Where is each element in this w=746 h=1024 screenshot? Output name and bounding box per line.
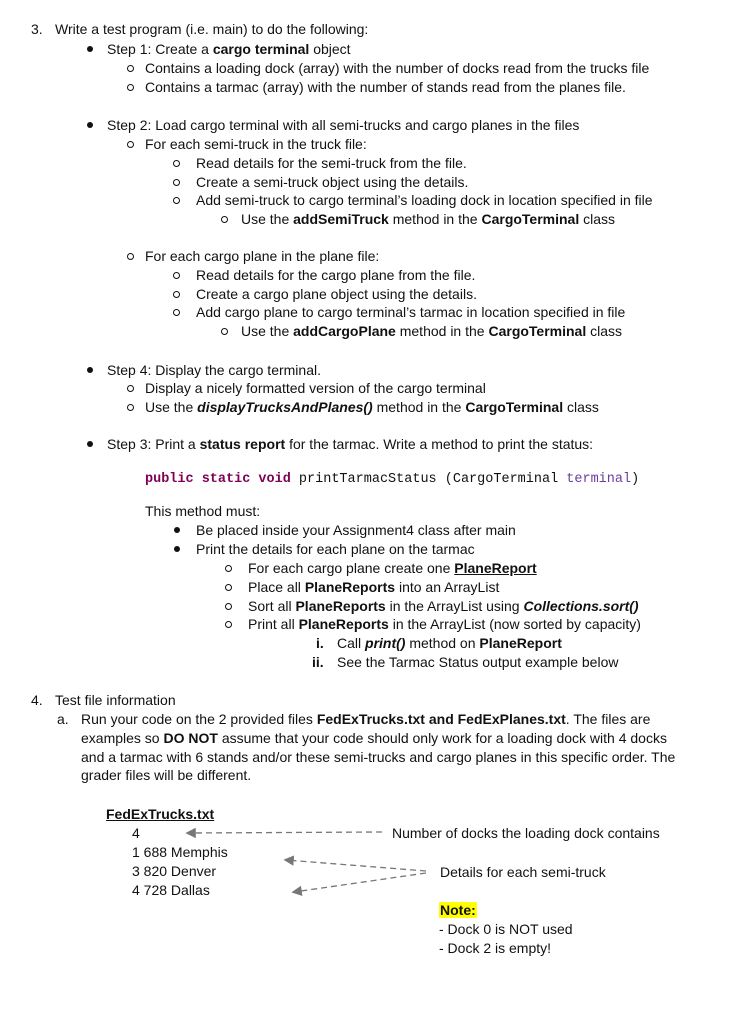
step-3: Step 3: Print a status report for the tarmac. Write a method to print the status: bbox=[107, 436, 594, 452]
note-dock-2: - Dock 2 is empty! bbox=[439, 940, 552, 956]
step-2: Step 2: Load cargo terminal with all semi-trucks and cargo planes in the files bbox=[107, 117, 580, 133]
section-4-number: 4. bbox=[31, 692, 43, 708]
item-a-line-1: Run your code on the 2 provided files FedExTrucks.txt and FedExPlanes.txt. The files are bbox=[81, 711, 651, 727]
step-4-display: Display a nicely formatted version of the cargo terminal bbox=[145, 380, 486, 396]
item-a-line-3: and a tarmac with 6 stands and/or these semi-trucks and cargo planes in this specific order. The bbox=[81, 749, 676, 765]
truck-read: Read details for the semi-truck from the file. bbox=[196, 155, 467, 171]
plane-loop: For each cargo plane in the plane file: bbox=[145, 248, 380, 264]
method-signature: public static void printTarmacStatus (CargoTerminal terminal) bbox=[145, 472, 640, 487]
step-1-dock: Contains a loading dock (array) with the number of docks read from the trucks file bbox=[145, 60, 650, 76]
truck-create: Create a semi-truck object using the details. bbox=[196, 174, 469, 190]
file-line-truck-3: 4 728 Dallas bbox=[132, 882, 210, 898]
roman-ii: ii. bbox=[312, 654, 324, 670]
details-note: Details for each semi-truck bbox=[440, 864, 606, 880]
file-line-truck-2: 3 820 Denver bbox=[132, 863, 217, 879]
note-dock-0: - Dock 0 is NOT used bbox=[439, 921, 573, 937]
step-4: Step 4: Display the cargo terminal. bbox=[107, 362, 321, 378]
call-print: Call print() method on PlaneReport bbox=[337, 635, 562, 651]
plane-create: Create a cargo plane object using the details. bbox=[196, 286, 477, 302]
section-3-number: 3. bbox=[31, 21, 43, 37]
report-place: Place all PlaneReports into an ArrayList bbox=[248, 579, 500, 595]
docks-arrow bbox=[188, 832, 382, 833]
item-a-line-2: examples so DO NOT assume that your code should only work for a loading dock with 4 docks bbox=[81, 730, 667, 746]
details-arrow-down bbox=[294, 873, 426, 892]
truck-add: Add semi-truck to cargo terminal’s loading dock in location specified in file bbox=[196, 192, 653, 208]
item-a-label: a. bbox=[57, 711, 69, 727]
must-print: Print the details for each plane on the tarmac bbox=[196, 541, 475, 557]
details-arrow-up bbox=[286, 860, 426, 871]
file-line-truck-1: 1 688 Memphis bbox=[132, 844, 228, 860]
step-1: Step 1: Create a cargo terminal object bbox=[107, 41, 351, 57]
file-name: FedExTrucks.txt bbox=[106, 806, 215, 822]
truck-loop: For each semi-truck in the truck file: bbox=[145, 136, 367, 152]
file-line-docks: 4 bbox=[132, 825, 140, 841]
step-4-method: Use the displayTrucksAndPlanes() method in the CargoTerminal class bbox=[145, 399, 599, 415]
see-output: See the Tarmac Status output example below bbox=[337, 654, 619, 670]
roman-i: i. bbox=[316, 635, 324, 651]
method-must: This method must: bbox=[145, 503, 261, 519]
plane-add: Add cargo plane to cargo terminal’s tarmac in location specified in file bbox=[196, 304, 626, 320]
section-3-title: Write a test program (i.e. main) to do the following: bbox=[55, 21, 369, 37]
report-create: For each cargo plane create one PlaneReport bbox=[248, 560, 537, 576]
note-label: Note: bbox=[440, 902, 476, 918]
section-4-title: Test file information bbox=[55, 692, 176, 708]
report-sort: Sort all PlaneReports in the ArrayList using Collections.sort() bbox=[248, 598, 639, 614]
docks-note: Number of docks the loading dock contains bbox=[392, 825, 660, 841]
item-a-line-4: grader files will be different. bbox=[81, 767, 252, 783]
truck-method: Use the addSemiTruck method in the CargoTerminal class bbox=[241, 211, 616, 227]
plane-method: Use the addCargoPlane method in the CargoTerminal class bbox=[241, 323, 623, 339]
must-placement: Be placed inside your Assignment4 class after main bbox=[196, 522, 516, 538]
report-print: Print all PlaneReports in the ArrayList (now sorted by capacity) bbox=[248, 616, 641, 632]
step-1-tarmac: Contains a tarmac (array) with the number of stands read from the planes file. bbox=[145, 79, 626, 95]
plane-read: Read details for the cargo plane from the file. bbox=[196, 267, 476, 283]
